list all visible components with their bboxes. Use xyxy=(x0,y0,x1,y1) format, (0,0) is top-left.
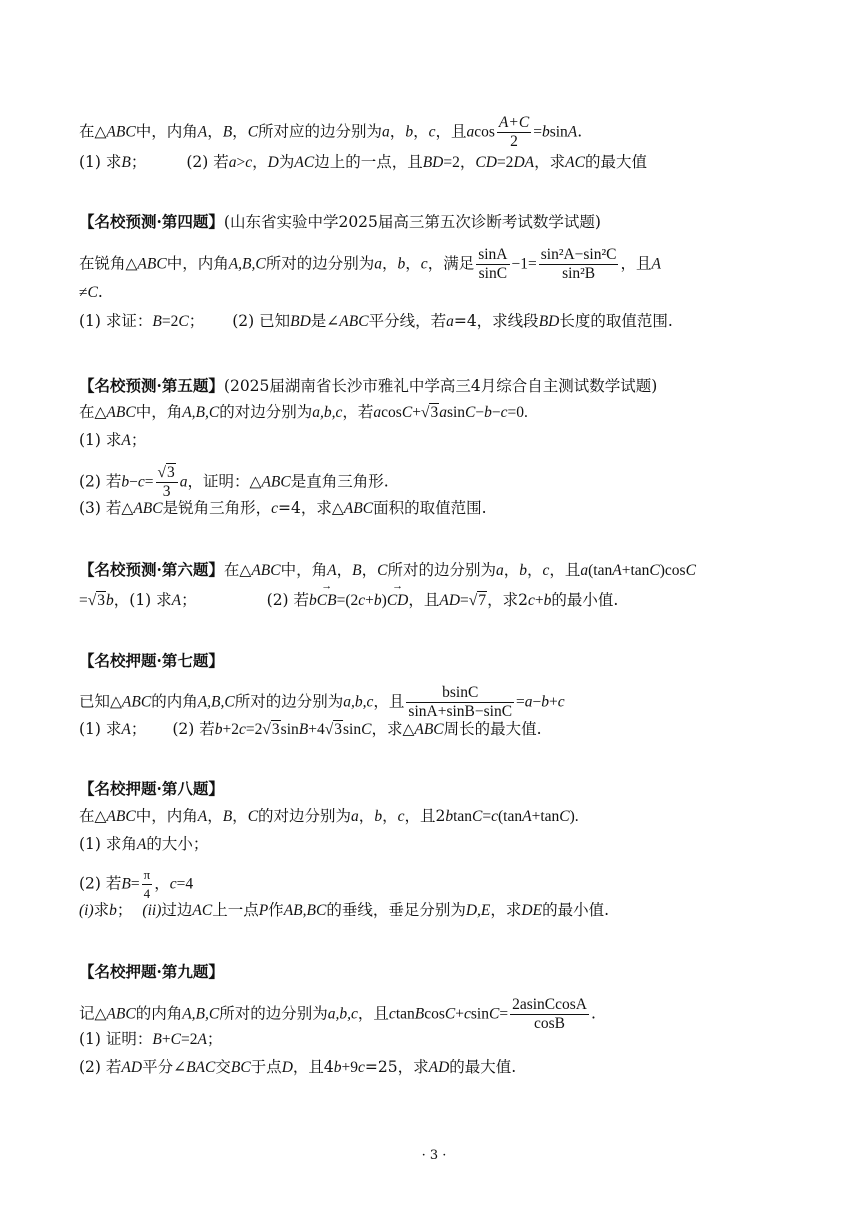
problem-source: (山东省实验中学2025届高三第五次诊断考试数学试题) xyxy=(223,213,601,231)
p5-q2: (2) 若b−c= $\frac{√3}{3}$ a，证明：△ABC是直角三角形. xyxy=(79,464,389,500)
sqrt: √3 xyxy=(87,592,106,609)
page-number: · 3 · xyxy=(421,1148,447,1163)
problem-source: (2025届湖南省长沙市雅礼中学高三4月综合自主测试数学试题) xyxy=(223,377,658,395)
fraction: $\frac{\text{sin²A−sin²C}}{\text{sin²B}}$ xyxy=(540,246,617,282)
p4-questions: (1) 求证：B=2C； (2) 已知BD是∠ABC平分线，若a=4，求线段BD长度的取值范围. xyxy=(79,312,673,330)
problem-title: 【名校预测·第五题】 xyxy=(79,376,224,395)
fraction: $\frac{\pi}{4}$ xyxy=(143,867,151,901)
sqrt: √3 xyxy=(324,721,342,738)
p5-heading xyxy=(79,376,657,396)
sqrt: √3 xyxy=(262,721,280,738)
p4-heading xyxy=(79,212,601,232)
p1-stem: 在△ABC中，内角A，B，C所对应的边分别为a，b，c，且acos $\frac{A+C}{2}$ =bsinA. xyxy=(79,114,583,150)
fraction: $\frac{√3}{3}$ xyxy=(156,464,178,501)
p4-stem: 在锐角△ABC中，内角A,B,C所对的边分别为a，b，c，满足 $\frac{\sin A}{\sin C}$ −1= $\frac{\text{sin²A−sin²C}}{\text{sin²B}}$ ，且A xyxy=(79,246,661,282)
fraction: $\frac{bsinC}{\sin A+\sin B-\sin C}$ xyxy=(408,684,513,720)
p8-q2: (2) 若B= $\frac{\pi}{4}$ ，c=4 xyxy=(79,867,194,901)
p9-q2: (2) 若AD平分∠BAC交BC于点D，且4b+9c=25，求AD的最大值. xyxy=(79,1058,517,1076)
p7-questions: (1) 求A； (2) 若b+2c=2√3sinB+4√3sinC，求△ABC周长的最大值. xyxy=(79,720,542,738)
problem-title: 【名校预测·第六题】 xyxy=(79,560,224,579)
sqrt: √3 xyxy=(420,404,439,421)
p6-stem: 【名校预测·第六题】在△ABC中，角A，B，C所对的边分别为a，b，c，且a(tanA+tanC)cosC xyxy=(79,560,696,579)
p1-questions: (1) 求B； (2) 若a>c，D为AC边上的一点，且BD=2，CD=2DA，求AC的最大值 xyxy=(79,153,647,171)
fraction: $\frac{A+C}{2}$ xyxy=(498,114,530,150)
p9-q1: (1) 证明：B+C=2A； xyxy=(79,1030,223,1048)
p5-q3: (3) 若△ABC是锐角三角形，c=4，求△ABC面积的取值范围. xyxy=(79,499,487,517)
p9-heading xyxy=(79,962,224,982)
fraction: $\frac{\sin A}{\sin C}$ xyxy=(478,246,508,282)
problem-title: 【名校押题·第八题】 xyxy=(79,779,224,798)
p8-q1: (1) 求角A的大小； xyxy=(79,835,209,853)
problem-title: 【名校押题·第七题】 xyxy=(79,651,224,670)
p8-stem: 在△ABC中，内角A，B，C的对边分别为a，b，c，且2btanC=c(tanA+tanC). xyxy=(79,807,579,825)
p8-heading xyxy=(79,779,224,799)
vector-cb: → CB xyxy=(316,580,337,609)
p4-stem-cont: ≠C. xyxy=(79,283,103,301)
sqrt: √7 xyxy=(468,592,487,609)
p7-heading xyxy=(79,651,224,671)
p5-stem: 在△ABC中，角A,B,C的对边分别为a,b,c，若acosC+√3asinC−b−c=0. xyxy=(79,403,528,421)
p8-q3: (i)求b； (ii)过边AC上一点P作AB,BC的垂线，垂足分别为D,E，求DE的最小值. xyxy=(79,901,609,919)
problem-title: 【名校预测·第四题】 xyxy=(79,212,224,231)
vector-cd: → CD xyxy=(386,580,409,609)
p7-stem: 已知△ABC的内角A,B,C所对的边分别为a,b,c，且 $\frac{bsinC}{\sin A+\sin B-\sin C}$ =a−b+c xyxy=(79,684,565,720)
problem-title: 【名校押题·第九题】 xyxy=(79,962,224,981)
p5-q1: (1) 求A； xyxy=(79,431,147,449)
fraction: $\frac{\text{2asinCcosA}}{\cos B}$ xyxy=(512,996,587,1032)
p9-stem: 记△ABC的内角A,B,C所对的边分别为a,b,c，且ctanBcosC+csinC= $\frac{\text{2asinCcosA}}{\cos B}$ . xyxy=(79,996,596,1032)
p6-stem-cont: =√3b，(1) 求A； (2) 若b → CB=(2c+b) → CD，且AD=√7，求2c+b的最小值. xyxy=(79,580,619,609)
